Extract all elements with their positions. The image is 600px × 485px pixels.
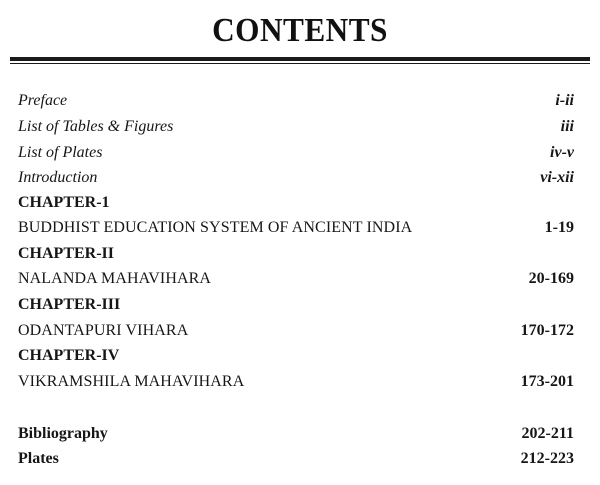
toc-entry-pages: 173-201 [520, 373, 574, 390]
page-title: CONTENTS [212, 12, 388, 49]
toc-entry-label: Preface [18, 92, 68, 109]
toc-entry-pages: 170-172 [520, 322, 574, 339]
toc-row-chapter-3 [18, 321, 574, 341]
chapter-heading: CHAPTER-II [18, 245, 115, 262]
toc-entry-pages: i-ii [555, 92, 574, 109]
toc-row-chapter-4 [18, 372, 574, 392]
toc-entry-pages: 202-211 [521, 425, 574, 442]
toc-entry-pages: iv-v [550, 144, 574, 161]
toc-row-chapter-2 [18, 269, 574, 289]
toc-entry-label: BUDDHIST EDUCATION SYSTEM OF ANCIENT INDIA [18, 219, 413, 236]
toc-entry-label: List of Tables & Figures [18, 118, 174, 135]
chapter-heading: CHAPTER-IV [18, 347, 120, 364]
toc-entry-label: ODANTAPURI VIHARA [18, 322, 189, 339]
toc-chapter-1-heading [18, 193, 574, 213]
toc-chapter-2-heading [18, 244, 574, 264]
toc-entry-pages: iii [560, 118, 574, 135]
title-rule-thick [10, 57, 590, 61]
toc-row-chapter-1 [18, 218, 574, 238]
toc-entry-label: List of Plates [18, 144, 103, 161]
toc-entry-pages: vi-xii [540, 169, 574, 186]
toc-entry-label: VIKRAMSHILA MAHAVIHARA [18, 373, 245, 390]
toc-row-introduction [18, 168, 574, 188]
toc-entry-label: NALANDA MAHAVIHARA [18, 270, 212, 287]
toc-entry-pages: 20-169 [528, 270, 574, 287]
toc-entry-pages: 212-223 [520, 450, 574, 467]
chapter-heading: CHAPTER-1 [18, 194, 110, 211]
toc-row-bibliography [18, 424, 574, 444]
chapter-heading: CHAPTER-III [18, 296, 121, 313]
toc-row-list-of-plates [18, 143, 574, 163]
toc-entry-label: Bibliography [18, 425, 108, 442]
toc-entry-pages: 1-19 [544, 219, 574, 236]
title-rule-thin [10, 63, 590, 64]
toc-row-plates [18, 449, 574, 469]
toc-row-list-of-tables [18, 117, 574, 137]
toc-chapter-4-heading [18, 346, 574, 366]
toc-chapter-3-heading [18, 295, 574, 315]
toc-entry-label: Introduction [18, 169, 98, 186]
toc-entry-label: Plates [18, 450, 59, 467]
toc-row-preface [18, 91, 574, 111]
